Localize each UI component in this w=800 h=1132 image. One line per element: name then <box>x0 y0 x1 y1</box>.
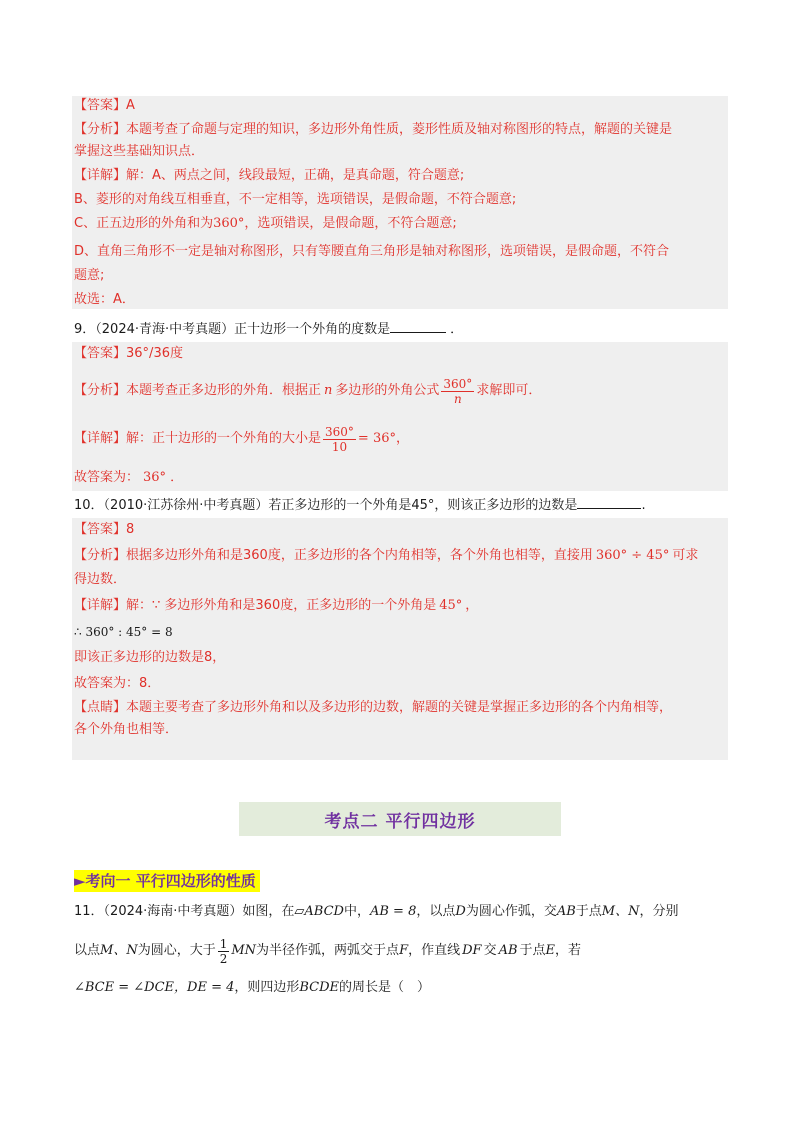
question-text: ，则四边形 <box>234 980 300 995</box>
fraction-numerator: 360° <box>325 424 354 439</box>
math-var: F <box>399 943 409 958</box>
question-text: 以点 <box>74 943 101 958</box>
detail-line: 【详解】解：A、两点之间，线段最短，正确，是真命题，符合题意; <box>74 168 465 183</box>
section-heading: 考点二 平行四边形 <box>239 802 561 836</box>
math-equation: AB = 8 <box>369 904 417 919</box>
question-10 <box>74 496 646 516</box>
conclusion-line <box>74 468 183 488</box>
math-var: M、N <box>100 943 138 958</box>
question-text: 10．（2010·江苏徐州·中考真题）若正多边形的一个外角是45°，则该正多边形的边数是 <box>74 498 578 513</box>
math-value: 360° <box>213 216 245 231</box>
math-equation: = 36° <box>357 431 396 446</box>
answer-line <box>74 344 183 364</box>
detail-fraction <box>323 425 356 454</box>
question-11-line2 <box>74 932 581 970</box>
detail-text: 【详解】解：正十边形的一个外角的大小是 <box>74 431 322 446</box>
detail-line: B、菱形的对角线互相垂直，不一定相等，选项错误，是假命题，不符合题意; <box>74 192 517 207</box>
analysis-text: 【分析】本题考查正多边形的外角．根据正 <box>74 383 322 398</box>
detail-line: 题意; <box>74 268 105 283</box>
question-text: ，分别 <box>639 904 679 919</box>
detail-text: ， <box>465 598 479 613</box>
analysis-text: 求解即可． <box>476 383 542 398</box>
fraction-numerator: 360° <box>443 376 473 391</box>
question-text: 中， <box>343 904 370 919</box>
question-text: 交 <box>483 943 497 958</box>
question-11-line3 <box>74 978 430 998</box>
conclusion-text: ． <box>170 470 184 485</box>
detail-line: D、直角三角形不一定是轴对称图形，只有等腰直角三角形是轴对称图形，选项错误，是假命题，不符合 <box>74 244 670 259</box>
formula-fraction <box>441 377 474 406</box>
detail-line <box>74 596 478 616</box>
math-value: 45° <box>439 598 463 613</box>
detail-line <box>74 420 409 458</box>
answer-line: 【答案】A <box>74 98 135 113</box>
fraction-denominator: 2 <box>219 951 228 966</box>
detail-text: ，选项错误，是假命题，不符合题意; <box>244 216 457 231</box>
analysis-text: 可求 <box>672 548 699 563</box>
math-var: DF <box>462 943 482 958</box>
comment-line: 各个外角也相等． <box>74 722 179 737</box>
detail-text: 【详解】解：∵ 多边形外角和是360度，正多边形的一个外角是 <box>74 598 437 613</box>
fraction-numerator: 1 <box>219 936 228 951</box>
therefore-line: ∴ 360° : 45° = 8 <box>74 625 173 639</box>
half-fraction <box>218 937 230 966</box>
detail-line: 即该正多边形的边数是8， <box>74 650 226 665</box>
question-text: 为圆心，大于 <box>137 943 216 958</box>
math-var: M、N <box>601 904 640 919</box>
question-text: ，以点 <box>416 904 456 919</box>
question-text: 为圆心作弧，交 <box>465 904 557 919</box>
analysis-line: 得边数． <box>74 572 127 587</box>
math-var: n <box>324 383 333 398</box>
analysis-text: 多边形的外角公式 <box>335 383 440 398</box>
math-var: MN <box>231 943 257 958</box>
answer-blank <box>390 320 446 333</box>
answer-value: 36°/36度 <box>126 346 183 361</box>
conclusion-text: 故答案为： <box>74 470 140 485</box>
math-var: D <box>455 904 466 919</box>
answer-line: 【答案】8 <box>74 522 135 537</box>
question-11-line1 <box>74 902 679 922</box>
question-end: ． <box>450 322 464 337</box>
analysis-text: 【分析】根据多边形外角和是360度，正多边形的各个内角相等，各个外角也相等，直接用 <box>74 548 593 563</box>
question-9 <box>74 320 463 340</box>
analysis-line <box>74 372 541 410</box>
math-shape: ▱ABCD <box>294 904 344 919</box>
math-value: 36° <box>143 470 167 485</box>
question-text: 于点 <box>575 904 602 919</box>
math-var: AB <box>556 904 576 919</box>
fraction-denominator: n <box>453 391 462 406</box>
answer-blank <box>577 496 641 509</box>
fraction-denominator: 10 <box>331 439 348 454</box>
comment-line: 【点睛】本题主要考查了多边形外角和以及多边形的边数，解题的关键是掌握正多边形的各个内角相等， <box>74 700 673 715</box>
question-end: . <box>641 498 646 513</box>
answer-label: 【答案】 <box>74 346 127 361</box>
analysis-line: 掌握这些基础知识点． <box>74 144 205 159</box>
math-var: AB <box>498 943 518 958</box>
question-text: 11．（2024·海南·中考真题）如图，在 <box>74 904 295 919</box>
question-text: 于点 <box>519 943 546 958</box>
question-text: 为半径作弧，两弧交于点 <box>256 943 400 958</box>
detail-text: C、正五边形的外角和为 <box>74 216 214 231</box>
analysis-line: 【分析】本题考查了命题与定理的知识，多边形外角性质，菱形性质及轴对称图形的特点，解题的关键是 <box>74 122 673 137</box>
conclusion-line: 故答案为：8． <box>74 676 161 691</box>
question-text: ，若 <box>555 943 582 958</box>
detail-line <box>74 214 457 234</box>
math-shape: BCDE <box>299 980 340 995</box>
math-var: E <box>545 943 556 958</box>
sub-heading: ►考向一 平行四边形的性质 <box>74 870 260 892</box>
analysis-line <box>74 546 698 566</box>
conclusion-line: 故选：A． <box>74 292 135 307</box>
question-text: 的周长是（ ） <box>339 980 431 995</box>
math-condition: ∠BCE = ∠DCE，DE = 4 <box>74 980 235 995</box>
detail-text: ， <box>396 431 410 446</box>
math-expression: 360° ÷ 45° <box>595 548 670 563</box>
question-text: ，作直线 <box>408 943 461 958</box>
question-text: 9．（2024·青海·中考真题）正十边形一个外角的度数是 <box>74 322 391 337</box>
